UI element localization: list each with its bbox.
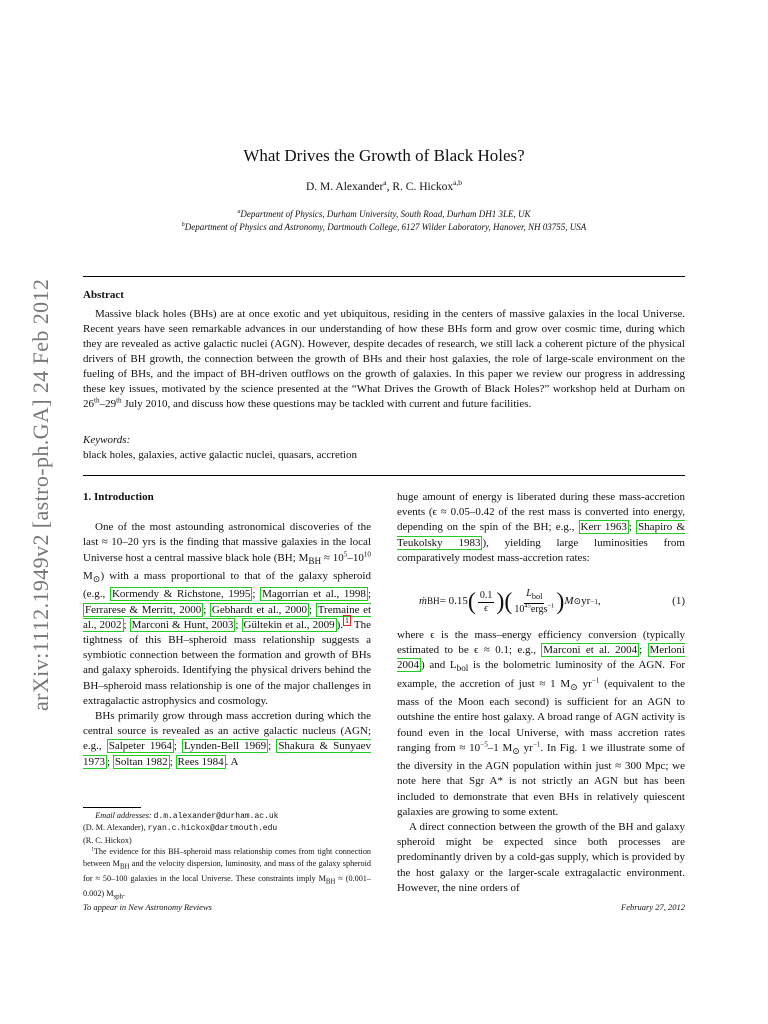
right-p2-c: is the bolometric luminosity of the AGN. For example, the accretion of just ≈ 1 M (397, 659, 685, 690)
right-p2-sup: −1 (591, 676, 600, 685)
email-label: Email addresses: (95, 811, 152, 820)
intro-p1-f: The tightness of this BH–spheroid mass relationship suggests a symbiotic connection between the formation and growth of BHs and galaxy spheroids. Identifying the physical drivers behind the BH–spheroid mass relationship is one of the major challenges in extragalactic astrophysics and cosmology. (83, 618, 371, 707)
right-column (397, 490, 685, 896)
email-footnote (83, 810, 371, 846)
intro-p1-d: M (83, 570, 93, 582)
footnote-1-d: . (122, 888, 126, 898)
intro-paragraph-1: One of the most astounding astronomical discoveries of the last ≈ 10–20 yrs is the finding that massive galaxies in the local Universe host a central massive black hole (BH; $M_{BH} \approx 10^5-10^{10}$ $M_⊙$) with a mass proportional to that of the galaxy spheroid (e.g., Kormendy & Richstone, 1995 ; Magorrian et al., 1998 ; Ferrarese & Merritt, 2000 ; Gebhardt et al., 2000 ; Tremaine et al., 2002 ; Marconi & Hunt, 2003 ; Gültekin et al., 2009 ). $^1$ The tightness of this BH–spheroid mass relationship suggests a symbiotic connection between the formation and growth of BHs and galaxy spheroids. Identifying the physical drivers behind the BH–spheroid mass relationship is one of the major challenges in extragalactic astrophysics and cosmology. (83, 521, 372, 707)
email-link-1[interactable]: d.m.alexander@durham.ac.uk (153, 812, 279, 821)
equation-number: (1) (672, 595, 685, 608)
intro-p1-e: ) with a mass proportional to that of the galaxy spheroid (e.g., (83, 570, 371, 601)
affiliation-b-mark: b (181, 222, 185, 228)
eq-paren-open-1: ( (467, 589, 476, 616)
footnotes (83, 810, 371, 903)
date-note: February 27, 2012 (621, 902, 685, 912)
right-p2-sup3: −1 (532, 740, 541, 749)
eq-f2-den-sup2: −1 (547, 602, 555, 610)
eq-lhs: ṁ (419, 595, 427, 608)
keywords-heading: Keywords: (83, 434, 131, 446)
citation-link[interactable]: Marconi et al. 2004 (543, 644, 638, 657)
affiliation-a-mark: a (237, 209, 241, 215)
citation-link[interactable]: Tremaine et al., 2002 (83, 603, 372, 631)
keywords-text: black holes, galaxies, active galactic nuclei, quasars, accretion (83, 449, 357, 461)
section-heading-introduction: 1. Introduction (83, 491, 154, 503)
citation-link[interactable]: Shapiro & Teukolsky 1983 (397, 521, 686, 549)
eq-fraction-2 (514, 588, 554, 616)
citation-link[interactable]: Shakura & Sunyaev 1973 (83, 740, 371, 768)
citation-link[interactable]: Magorrian et al., 1998 (262, 588, 366, 601)
eq-f1-den: ϵ (484, 602, 489, 614)
right-p2-b: ) and L (421, 659, 457, 672)
footnote-link-1[interactable]: 1 (345, 616, 350, 626)
footnote-1-b: and the velocity dispersion, luminosity, and mass of the galaxy spheroid for ≈ 50–100 galaxies in the local Universe. These constraints imply M (83, 858, 371, 883)
citation-link[interactable]: Kerr 1963 (580, 521, 627, 534)
eq-f2-num (524, 588, 544, 604)
citation-link[interactable]: Kormendy & Richstone, 1995 (111, 588, 251, 601)
arxiv-identifier: arXiv:1112.1949v2 [astro-ph.GA] 24 Feb 2012 (28, 278, 53, 712)
eq-equals: = 0.15 (439, 595, 468, 608)
eq-f2-den (514, 604, 554, 616)
intro-p1-exp1: 5 (343, 549, 348, 558)
affiliation-a-text: Department of Physics, Durham University, South Road, Durham DH1 3LE, UK (240, 209, 531, 219)
abstract-mid: –29 (99, 398, 117, 410)
abstract-text (83, 307, 685, 412)
intro-p1-sun: ⊙ (92, 574, 101, 585)
intro-p1-c: –10 (347, 551, 364, 564)
eq-tail-m: M (564, 595, 574, 608)
footnote-1-sub2: BH (325, 878, 336, 886)
author-1-affil: a (383, 178, 387, 188)
author-separator: , (386, 181, 393, 193)
footnote-1 (83, 846, 371, 903)
eq-f2-num-sub: bol (531, 592, 543, 602)
right-p1-b: ), yielding large luminosities from comparatively modest mass-accretion rates: (397, 536, 685, 564)
right-p2-sun2: ⊙ (512, 746, 520, 756)
footnote-divider (83, 807, 141, 808)
email-name-2: (R. C. Hickox) (83, 835, 132, 845)
citation-link[interactable]: Lynden-Bell 1969 (184, 740, 267, 753)
footnote-1-mark: 1 (91, 846, 94, 853)
intro-p1-sub: BH (308, 555, 322, 566)
footnote-1-sub1: BH (119, 863, 130, 871)
footnote-1-a: The evidence for this BH–spheroid mass relationship comes from tight connection between M (83, 847, 372, 868)
equation-body: ṁ BH = 0.15 ( $\frac{0.1}{\epsilon}$ ) ( $\frac{L_{bol}}{10^{45}ergs^{-1}}$ ) M ⊙ yr −1 , (419, 588, 601, 616)
affiliation-b-text: Department of Physics and Astronomy, Dartmouth College, 6127 Wilder Laboratory, Hanover, NH 03755, USA (184, 222, 587, 232)
eq-f2-den-sup: 45 (524, 602, 531, 610)
right-p2-e: (equivalent to the mass of the Moon each second) is sufficient for an AGN to outshine the entire host galaxy. A broad range of AGN activity is found even in the local Universe, with mass accretion rates ranging from ≈ 10 (397, 677, 685, 754)
eq-lhs-sub: BH (426, 596, 440, 607)
intro-p2-a: BHs primarily grow through mass accretion during which the central source is revealed as an active galactic nucleus (AGN; e.g., (83, 710, 371, 753)
affiliation-b (0, 222, 768, 232)
right-p2-sup2: −5 (480, 740, 488, 749)
journal-note: To appear in New Astronomy Reviews (83, 902, 212, 912)
author-1: D. M. Alexander (306, 181, 384, 193)
citation-link[interactable]: Gebhardt et al., 2000 (211, 603, 308, 616)
citation-link[interactable]: Ferrarese & Merritt, 2000 (85, 603, 202, 616)
abstract-heading: Abstract (83, 289, 124, 301)
right-p2-d: yr (577, 677, 592, 690)
abstract-divider (83, 475, 685, 476)
right-p1-a: huge amount of energy is liberated during these mass-accretion events (ϵ ≈ 0.05–0.42 of the rest mass is converted into energy, depending on the spin of the BH; e.g., (397, 491, 685, 534)
eq-tail-comma: , (597, 595, 601, 608)
eq-paren-close-1: ) (496, 589, 505, 616)
eq-fraction-1 (478, 590, 495, 615)
eq-f1-num: 0.1 (479, 589, 493, 601)
author-list (0, 178, 768, 193)
top-divider (83, 276, 685, 277)
right-paragraph-1: huge amount of energy is liberated during these mass-accretion events (ϵ ≈ 0.05–0.42 of the rest mass is converted into energy, depending on the spin of the BH; e.g., Kerr 1963 ; Shapiro & Teukolsky 1983 ), yielding large luminosities from comparatively modest mass-accretion rates: (397, 491, 686, 564)
citation-link[interactable]: Rees 1984 (177, 755, 224, 768)
intro-p2-b: . A (225, 755, 239, 768)
eq-tail-yr: yr (581, 595, 591, 608)
eq-paren-close-2: ) (556, 589, 565, 616)
equation-1 (397, 578, 685, 616)
author-2-affil: a,b (453, 178, 462, 188)
citation-link[interactable]: Marconi & Hunt, 2003 (131, 618, 234, 631)
intro-paragraph-2: BHs primarily grow through mass accretion during which the central source is revealed as an active galactic nucleus (AGN; e.g., Salpeter 1964 ; Lynden-Bell 1969 ; Shakura & Sunyaev 1973 ; Soltan 1982 ; Rees 1984 . A (83, 710, 371, 768)
citation-link[interactable]: Merloni 2004 (397, 644, 685, 672)
right-p2-f: –1 M (487, 741, 513, 754)
eq-f2-den-b: ergs (530, 604, 548, 616)
intro-p1-a: One of the most astounding astronomical discoveries of the last ≈ 10–20 yrs is the finding that massive galaxies in the local Universe host a central massive black hole (BH; M (83, 521, 371, 564)
email-name-1: (D. M. Alexander), (83, 823, 146, 833)
footnote-1-c: ≈ (0.001–0.002) M (83, 873, 371, 898)
citation-link[interactable]: Soltan 1982 (114, 755, 168, 768)
right-p2-a: where ϵ is the mass–energy efficiency conversion (typically estimated to be ϵ ≈ 0.1; e.g., (397, 629, 685, 657)
footnote-1-sub3: sph (113, 893, 123, 901)
abstract-sup-1: th (94, 396, 100, 405)
right-paragraph-2: where ϵ is the mass–energy efficiency conversion (typically estimated to be ϵ ≈ 0.1; e.g., Marconi et al. 2004 ; Merloni 2004 ) and $L_{bol}$ is the bolometric luminosity of the AGN. For example, the accretion of just ≈ 1 $M_⊙$ $yr^{-1}$ (equivalent to the mass of the Moon each second) is sufficient for an AGN to outshine the entire host galaxy. A broad range of AGN activity is found even in the local Universe, with mass accretion rates ranging from ≈ $10^{-5}-1$ $M_⊙$ $yr^{-1}$. In Fig. 1 we illustrate some of the diversity in the AGN population within just ≈ 300 Mpc; we note here that Sgr A* is not strictly an AGN but has been included to demonstrate that even BHs in relatively quiescent galaxies are growing to some extent. (397, 629, 685, 818)
right-p2-h: . In Fig. 1 we illustrate some of the diversity in the AGN population within just ≈ 300 Mpc; we note here that Sgr A* is not strictly an AGN but has been included to demonstrate that even BHs in relatively quiescent galaxies are growing to some extent. (397, 741, 685, 818)
eq-tail-sun: ⊙ (573, 596, 582, 607)
citation-link[interactable]: Gültekin et al., 2009 (243, 618, 335, 631)
paper-title: What Drives the Growth of Black Holes? (243, 146, 525, 165)
abstract-body-a: Massive black holes (BHs) are at once exotic and yet ubiquitous, residing in the centers of massive galaxies in the local Universe. Recent years have seen remarkable advances in our understanding of how these BHs form and grow over cosmic time, during which they are revealed as active galactic nuclei (AGN). However, despite decades of research, we still lack a coherent picture of the physical drivers of BH growth, the connection between the growth of BHs and their host galaxies, the role of large-scale environment on the fueling of BHs, and the impact of BH-driven outflows on the growth of galaxies. In this paper we review our progress in addressing these key issues, motivated by the science presented at the “What Drives the Growth of Black Holes?” workshop held at Durham on 26 (83, 308, 685, 410)
right-p2-g: yr (519, 741, 533, 754)
author-2: R. C. Hickox (392, 181, 454, 193)
right-p2-sun: ⊙ (570, 682, 578, 692)
right-paragraph-3: A direct connection between the growth of the BH and galaxy spheroid might be expected since both processes are predominantly driven by a cold-gas supply, which is provided by the host galaxy or the larger-scale extragalactic environment. However, the nine orders of (397, 821, 685, 894)
abstract-body-b: July 2010, and discuss how these questions may be tackled with current and future facilities. (121, 398, 532, 410)
eq-paren-open-2: ( (504, 589, 513, 616)
abstract-sup-2: th (116, 396, 122, 405)
eq-f2-den-a: 10 (514, 604, 525, 616)
citation-link[interactable]: Salpeter 1964 (108, 740, 172, 753)
affiliation-a (0, 209, 768, 219)
intro-p1-exp2: 10 (363, 549, 371, 558)
left-column (83, 490, 371, 770)
eq-f2-num-l: L (526, 588, 532, 600)
right-p2-bol: bol (456, 663, 469, 674)
intro-p1-b: ≈ 10 (321, 551, 344, 564)
email-link-2[interactable]: ryan.c.hickox@dartmouth.edu (147, 824, 278, 834)
